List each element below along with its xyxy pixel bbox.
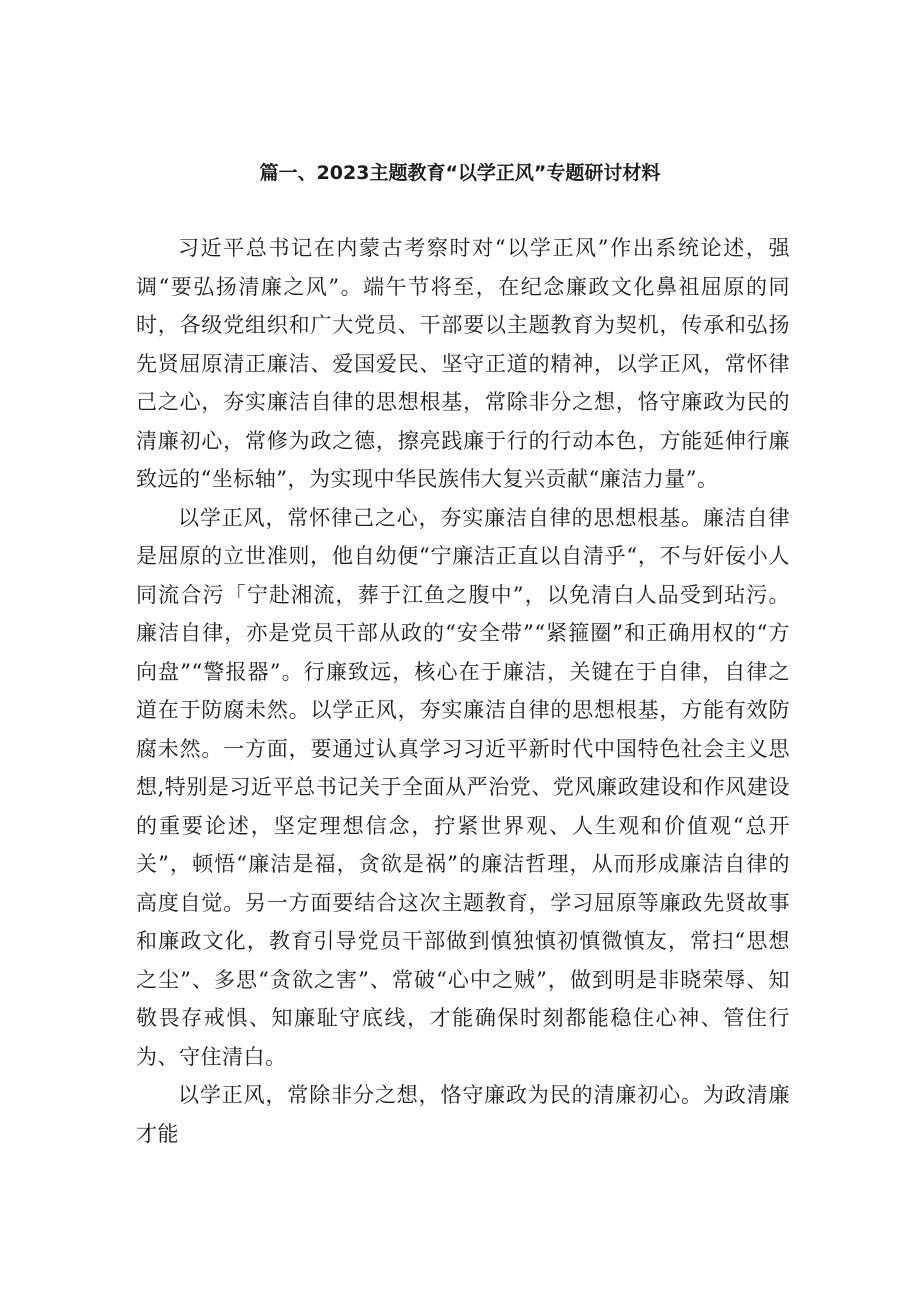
- paragraph-2: 以学正风，常怀律己之心，夯实廉洁自律的思想根基。廉洁自律是屈原的立世准则，他自幼便“宁廉洁正直以自清乎“，不与奸佞小人同流合污「宁赴湘流，葬于江鱼之腹中”，以免清白人品受到玷污。廉洁自律，亦是党员干部从政的“安全带”“紧箍圈”和正确用权的“方向盘”“警报器”。行廉致远，核心在于廉洁，关键在于自律，自律之道在于防腐未然。以学正风，夯实廉洁自律的思想根基，方能有效防腐未然。一方面，要通过认真学习习近平新时代中国特色社会主义思想,特别是习近平总书记关于全面从严治党、党风廉政建设和作风建设的重要论述，坚定理想信念，拧紧世界观、人生观和价值观“总开关”，顿悟“廉洁是福，贪欲是祸”的廉洁哲理，从而形成廉洁自律的高度自觉。另一方面要结合这次主题教育，学习屈原等廉政先贤故事和廉政文化，教育引导党员干部做到慎独慎初慎微慎友，常扫“思想之尘”、多思“贪欲之害”、常破“心中之贼”，做到明是非晓荣辱、知敬畏存戒惧、知廉耻守底线，才能确保时刻都能稳住心神、管住行为、守住清白。: [136, 505, 790, 1069]
- document-body: [136, 229, 790, 1153]
- paragraph-3: 以学正风，常除非分之想，恪守廉政为民的清廉初心。为政清廉才能: [136, 1083, 790, 1146]
- document-title: 篇一、2023主题教育“以学正风”专题研讨材料: [259, 162, 661, 184]
- paragraph-1: 习近平总书记在内蒙古考察时对“以学正风”作出系统论述，强调“要弘扬清廉之风”。端午节将至，在纪念廉政文化鼻祖屈原的同时，各级党组织和广大党员、干部要以主题教育为契机，传承和弘扬先贤屈原清正廉洁、爱国爱民、坚守正道的精神，以学正风，常怀律己之心，夯实廉洁自律的思想根基，常除非分之想，恪守廉政为民的清廉初心，常修为政之德，擦亮践廉于行的行动本色，方能延伸行廉致远的“坐标轴”，为实现中华民族伟大复兴贡献“廉洁力量”。: [136, 236, 790, 491]
